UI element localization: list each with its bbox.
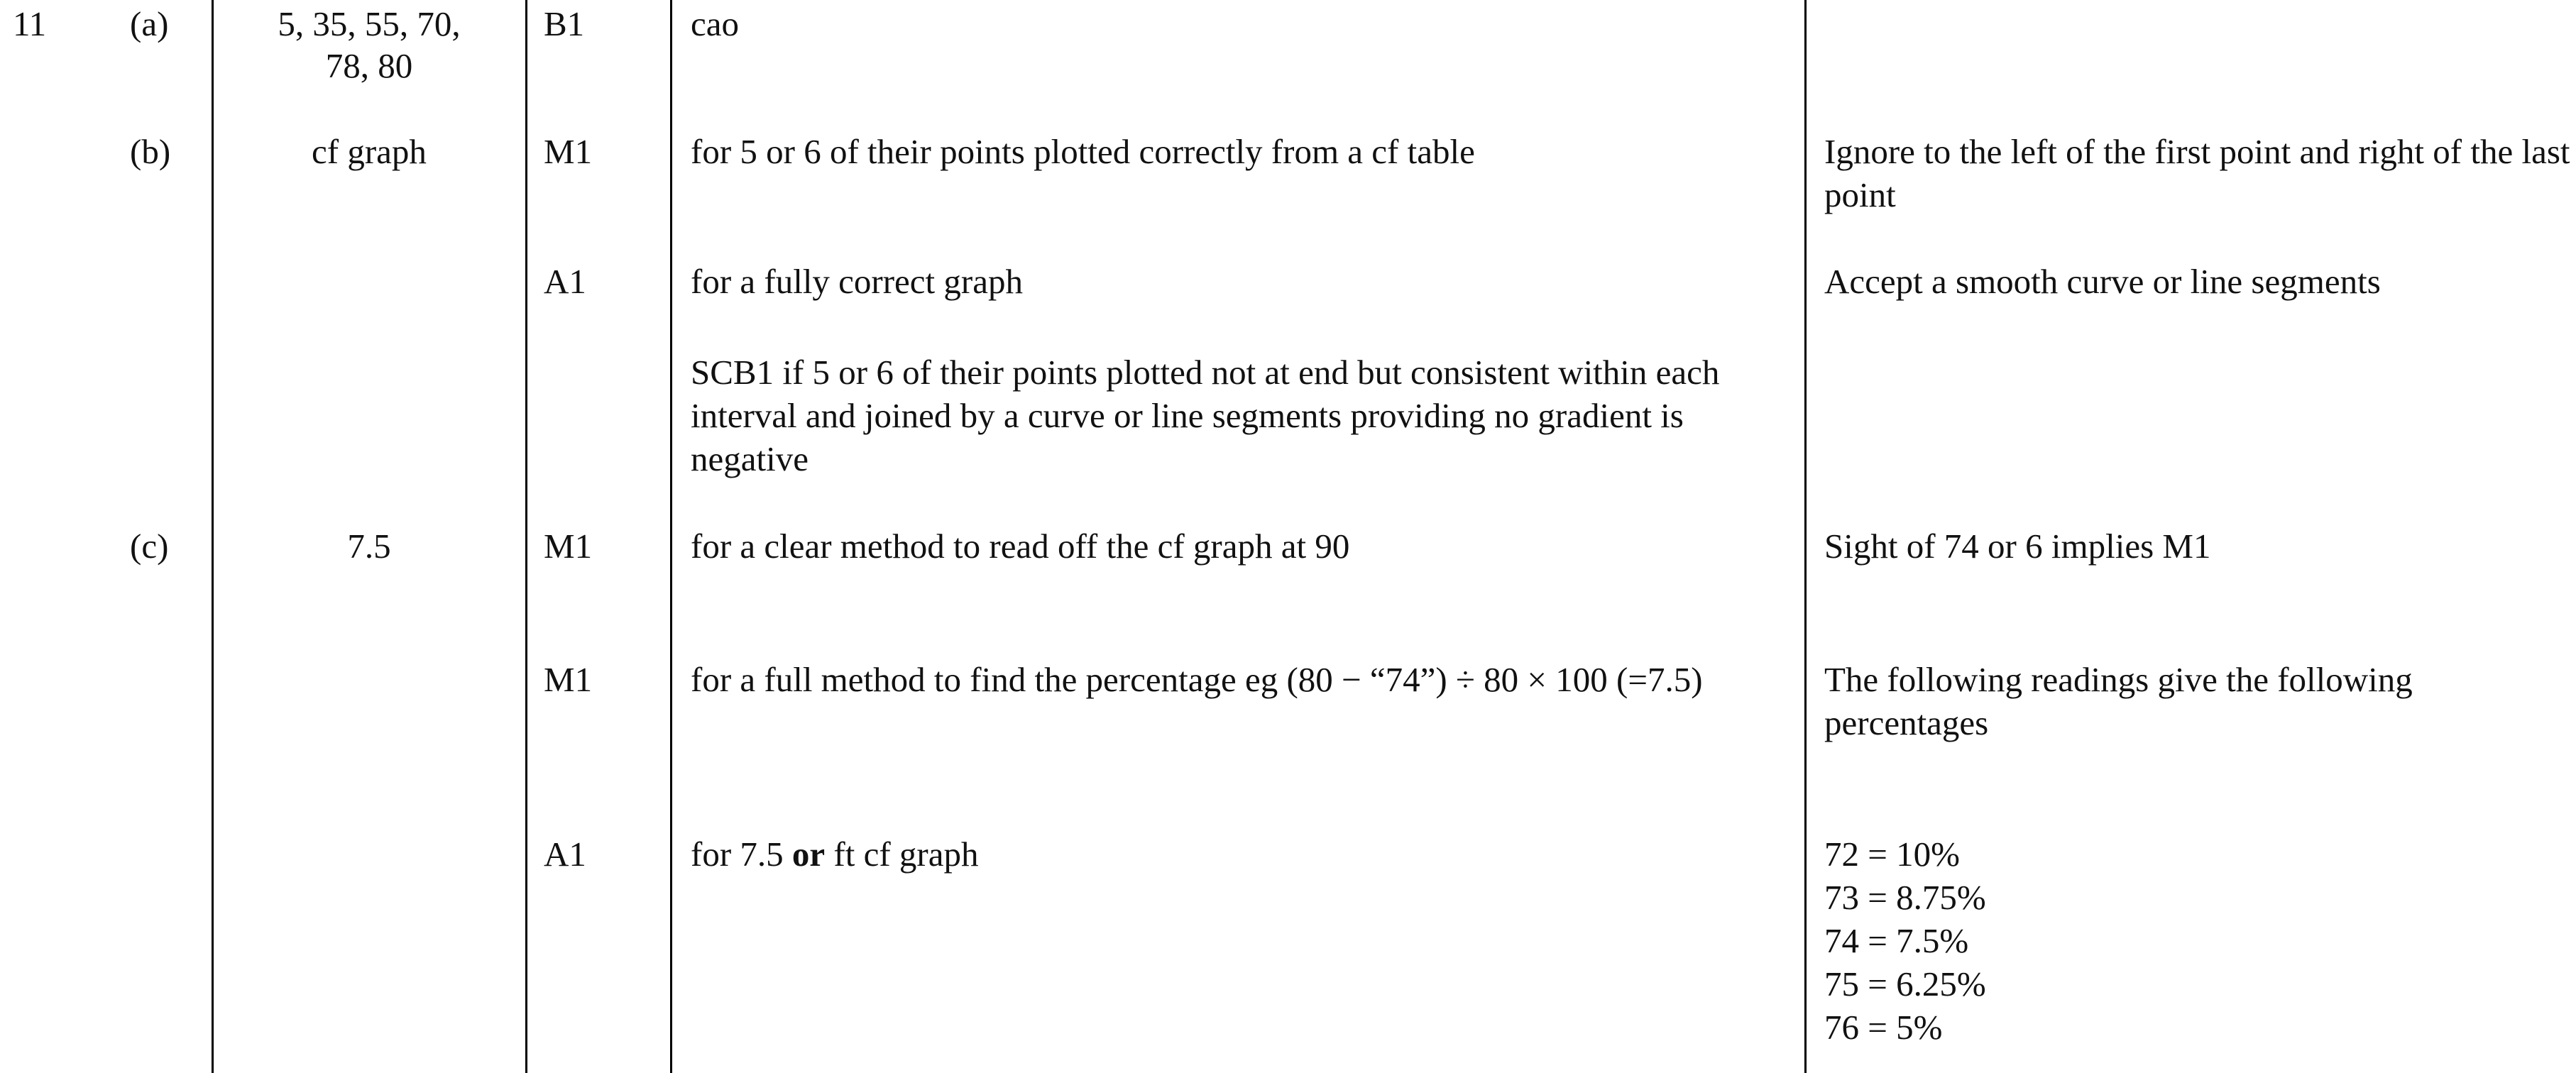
part-b-guidance-1: Ignore to the left of the first point and right of the last point — [1824, 132, 2570, 214]
part-c-notes-1: for a clear method to read off the cf graph at 90 — [691, 527, 1350, 566]
part-c-notes-3-prefix: for 7.5 — [691, 835, 792, 874]
part-b-mark-2: A1 — [544, 262, 586, 301]
part-b-notes-2: for a fully correct graph — [691, 262, 1023, 301]
part-b-mark-1: M1 — [544, 132, 593, 171]
reading-72: 72 = 10% — [1824, 835, 1960, 874]
part-c-guidance-1: Sight of 74 or 6 implies M1 — [1824, 527, 2211, 566]
part-a-answer-line-1: 5, 35, 55, 70, — [278, 4, 461, 43]
reading-74: 74 = 7.5% — [1824, 921, 1969, 960]
reading-76: 76 = 5% — [1824, 1008, 1943, 1047]
part-c-notes-2: for a full method to find the percentage eg (80 − “74”) ÷ 80 × 100 (=7.5) — [691, 660, 1703, 699]
column-divider-answer-left — [212, 0, 214, 1073]
part-c-mark-3: A1 — [544, 835, 586, 874]
part-b-special-case: SCB1 if 5 or 6 of their points plotted not at end but consistent within each interval and joined by a curve or line segments providing no gradient is negative — [691, 353, 1720, 478]
part-b-label: (b) — [130, 132, 171, 171]
column-divider-notes-right — [1804, 0, 1807, 1073]
part-c-notes-3-suffix: ft cf graph — [825, 835, 979, 874]
reading-73: 73 = 8.75% — [1824, 878, 1986, 917]
part-b-answer: cf graph — [312, 132, 427, 171]
column-divider-mark-right — [670, 0, 672, 1073]
part-b-guidance-2: Accept a smooth curve or line segments — [1824, 262, 2381, 301]
part-a-answer-line-2: 78, 80 — [325, 46, 413, 85]
part-c-mark-2: M1 — [544, 660, 593, 699]
question-number: 11 — [13, 4, 47, 43]
part-b-notes-1: for 5 or 6 of their points plotted correctly from a cf table — [691, 132, 1475, 171]
part-c-mark-1: M1 — [544, 527, 593, 566]
part-c-notes-3-bold-or: or — [791, 835, 826, 874]
part-c-guidance-2: The following readings give the following percentages — [1824, 660, 2413, 742]
reading-75: 75 = 6.25% — [1824, 964, 1986, 1003]
part-c-answer: 7.5 — [347, 527, 391, 566]
column-divider-answer-right — [525, 0, 527, 1073]
part-c-notes-3 — [691, 832, 978, 876]
part-a-label: (a) — [130, 4, 169, 43]
part-a-mark: B1 — [544, 4, 585, 43]
part-c-label: (c) — [130, 527, 169, 566]
part-a-notes: cao — [691, 4, 739, 43]
